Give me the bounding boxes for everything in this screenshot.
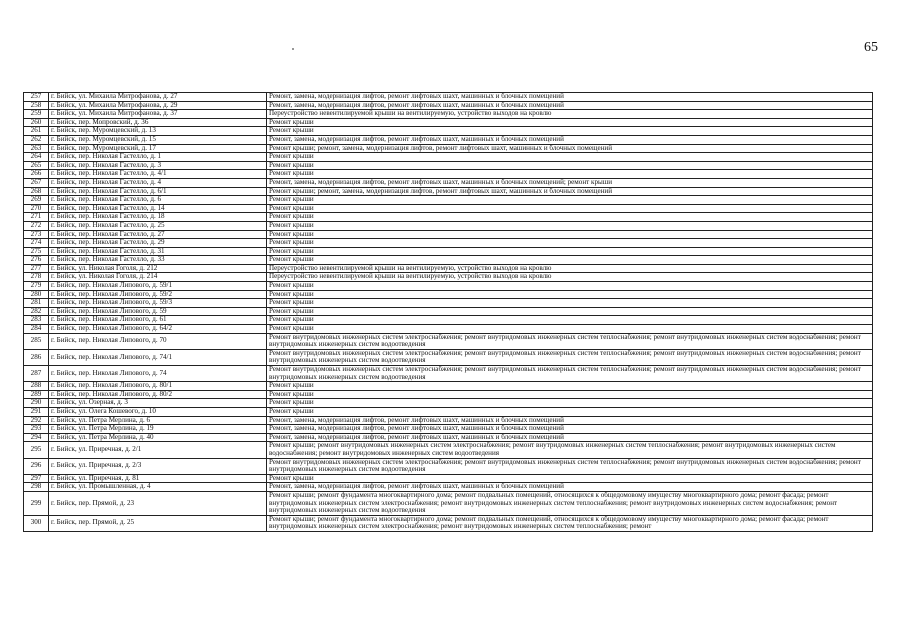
row-address: г. Бийск, пер. Николая Гастелло, д. 1	[49, 153, 267, 162]
row-work-description: Ремонт крыши	[267, 282, 873, 291]
row-number: 288	[24, 382, 49, 391]
row-address: г. Бийск, пер. Николая Гастелло, д. 25	[49, 221, 267, 230]
row-address: г. Бийск, пер. Прямой, д. 23	[49, 491, 267, 515]
table-row	[24, 170, 873, 179]
table-row	[24, 127, 873, 136]
row-address: г. Бийск, ул. Михаила Митрофанова, д. 27	[49, 93, 267, 102]
table-row	[24, 366, 873, 382]
row-work-description: Ремонт крыши; ремонт внутридомовых инженерных систем электроснабжения; ремонт внутридомовых инженерных систем теплоснабжения; ремонт внутридомовых инженерных систем водоснабжения; ремонт внутридомовых инженерных систем водоотведения	[267, 442, 873, 458]
row-address: г. Бийск, ул. Петра Мерлина, д. 19	[49, 425, 267, 434]
table-row	[24, 101, 873, 110]
row-number: 260	[24, 118, 49, 127]
row-address: г. Бийск, пер. Николая Гастелло, д. 18	[49, 213, 267, 222]
table-row	[24, 239, 873, 248]
row-work-description: Ремонт, замена, модернизация лифтов, ремонт лифтовых шахт, машинных и блочных помещений	[267, 433, 873, 442]
row-number: 275	[24, 247, 49, 256]
row-work-description: Ремонт крыши	[267, 299, 873, 308]
row-address: г. Бийск, пер. Николая Липового, д. 61	[49, 316, 267, 325]
table-row	[24, 221, 873, 230]
row-number: 271	[24, 213, 49, 222]
table-row	[24, 230, 873, 239]
table-row	[24, 93, 873, 102]
row-address: г. Бийск, пер. Мопровский, д. 36	[49, 118, 267, 127]
row-number: 274	[24, 239, 49, 248]
row-work-description: Ремонт внутридомовых инженерных систем электроснабжения; ремонт внутридомовых инженерных систем теплоснабжения; ремонт внутридомовых инженерных систем водоснабжения; ремонт внутридомовых инженерных систем водоотведения	[267, 458, 873, 474]
row-number: 262	[24, 135, 49, 144]
row-work-description: Ремонт, замена, модернизация лифтов, ремонт лифтовых шахт, машинных и блочных помещений	[267, 93, 873, 102]
row-address: г. Бийск, ул. Петра Мерлина, д. 6	[49, 416, 267, 425]
row-number: 296	[24, 458, 49, 474]
row-number: 286	[24, 349, 49, 365]
row-address: г. Бийск, пер. Николая Липового, д. 80/1	[49, 382, 267, 391]
table-row	[24, 425, 873, 434]
row-number: 280	[24, 290, 49, 299]
row-work-description: Ремонт крыши; ремонт, замена, модернизация лифтов, ремонт лифтовых шахт, машинных и блочных помещений	[267, 187, 873, 196]
row-address: г. Бийск, пер. Муромцевский, д. 15	[49, 135, 267, 144]
table-row	[24, 273, 873, 282]
row-work-description: Ремонт крыши; ремонт фундамента многоквартирного дома; ремонт подвальных помещений, относящихся к общедомовому имуществу многоквартирного дома; ремонт фасада; ремонт внутридомовых инженерных систем электроснабжения; ремонт внутридомовых инженерных систем теплоснабжения; ремонт внутридомовых инженерных систем водоснабжения; ремонт внутридомовых инженерных систем водоотведения	[267, 491, 873, 515]
table-row	[24, 118, 873, 127]
row-address: г. Бийск, ул. Озерная, д. 3	[49, 399, 267, 408]
row-work-description: Ремонт крыши	[267, 290, 873, 299]
row-address: г. Бийск, пер. Николая Гастелло, д. 31	[49, 247, 267, 256]
row-address: г. Бийск, пер. Николая Гастелло, д. 6	[49, 196, 267, 205]
row-number: 295	[24, 442, 49, 458]
row-number: 298	[24, 483, 49, 492]
table-row	[24, 474, 873, 483]
row-number: 284	[24, 325, 49, 334]
table-row	[24, 196, 873, 205]
row-work-description: Ремонт крыши	[267, 230, 873, 239]
table-row	[24, 153, 873, 162]
table-row	[24, 515, 873, 531]
row-work-description: Ремонт крыши	[267, 390, 873, 399]
row-number: 293	[24, 425, 49, 434]
row-work-description: Ремонт крыши	[267, 407, 873, 416]
row-work-description: Ремонт крыши	[267, 316, 873, 325]
row-address: г. Бийск, ул. Петра Мерлина, д. 40	[49, 433, 267, 442]
row-work-description: Ремонт, замена, модернизация лифтов, ремонт лифтовых шахт, машинных и блочных помещений; ремонт крыши	[267, 178, 873, 187]
row-work-description: Ремонт, замена, модернизация лифтов, ремонт лифтовых шахт, машинных и блочных помещений	[267, 416, 873, 425]
table-row	[24, 307, 873, 316]
row-work-description: Ремонт, замена, модернизация лифтов, ремонт лифтовых шахт, машинных и блочных помещений	[267, 101, 873, 110]
row-work-description: Ремонт крыши; ремонт фундамента многоквартирного дома; ремонт подвальных помещений, относящихся к общедомовому имуществу многоквартирного дома; ремонт фасада; ремонт внутридомовых инженерных систем электроснабжения; ремонт внутридомовых инженерных систем теплоснабжения; ремонт	[267, 515, 873, 531]
row-number: 294	[24, 433, 49, 442]
row-address: г. Бийск, пер. Прямой, д. 25	[49, 515, 267, 531]
row-number: 300	[24, 515, 49, 531]
row-number: 263	[24, 144, 49, 153]
table-row	[24, 290, 873, 299]
row-work-description: Ремонт, замена, модернизация лифтов, ремонт лифтовых шахт, машинных и блочных помещений	[267, 483, 873, 492]
row-address: г. Бийск, ул. Михаила Митрофанова, д. 29	[49, 101, 267, 110]
row-work-description: Ремонт крыши	[267, 239, 873, 248]
row-work-description: Ремонт крыши	[267, 196, 873, 205]
row-address: г. Бийск, пер. Муромцевский, д. 17	[49, 144, 267, 153]
row-number: 266	[24, 170, 49, 179]
row-address: г. Бийск, пер. Николая Гастелло, д. 6/1	[49, 187, 267, 196]
table-row	[24, 316, 873, 325]
row-address: г. Бийск, пер. Николая Гастелло, д. 29	[49, 239, 267, 248]
row-address: г. Бийск, пер. Николая Липового, д. 59/1	[49, 282, 267, 291]
row-address: г. Бийск, ул. Михаила Митрофанова, д. 37	[49, 110, 267, 119]
row-number: 261	[24, 127, 49, 136]
row-number: 267	[24, 178, 49, 187]
row-number: 289	[24, 390, 49, 399]
row-work-description: Ремонт крыши	[267, 161, 873, 170]
table-row	[24, 178, 873, 187]
row-work-description: Ремонт крыши	[267, 221, 873, 230]
table-row	[24, 390, 873, 399]
row-number: 268	[24, 187, 49, 196]
table-row	[24, 349, 873, 365]
table-row	[24, 264, 873, 273]
row-number: 282	[24, 307, 49, 316]
repair-table	[23, 92, 872, 532]
row-address: г. Бийск, ул. Промышленная, д. 4	[49, 483, 267, 492]
row-address: г. Бийск, пер. Николая Липового, д. 64/2	[49, 325, 267, 334]
row-number: 270	[24, 204, 49, 213]
table-row	[24, 213, 873, 222]
row-number: 283	[24, 316, 49, 325]
row-address: г. Бийск, ул. Приречная, д. 2/1	[49, 442, 267, 458]
row-address: г. Бийск, пер. Николая Гастелло, д. 3	[49, 161, 267, 170]
row-work-description: Ремонт крыши	[267, 325, 873, 334]
row-work-description: Ремонт крыши	[267, 118, 873, 127]
row-address: г. Бийск, пер. Николая Липового, д. 59	[49, 307, 267, 316]
row-number: 297	[24, 474, 49, 483]
row-work-description: Ремонт внутридомовых инженерных систем электроснабжения; ремонт внутридомовых инженерных систем теплоснабжения; ремонт внутридомовых инженерных систем водоснабжения; ремонт внутридомовых инженерных систем водоотведения	[267, 333, 873, 349]
row-number: 292	[24, 416, 49, 425]
table-row	[24, 299, 873, 308]
table-row	[24, 204, 873, 213]
row-address: г. Бийск, пер. Муромцевский, д. 13	[49, 127, 267, 136]
row-work-description: Ремонт крыши	[267, 256, 873, 265]
row-address: г. Бийск, ул. Приречная, д. 81	[49, 474, 267, 483]
table-row	[24, 333, 873, 349]
row-work-description: Ремонт крыши	[267, 170, 873, 179]
table-row	[24, 325, 873, 334]
table-body	[24, 93, 873, 532]
row-number: 287	[24, 366, 49, 382]
table-row	[24, 382, 873, 391]
row-work-description: Ремонт внутридомовых инженерных систем электроснабжения; ремонт внутридомовых инженерных систем теплоснабжения; ремонт внутридомовых инженерных систем водоснабжения; ремонт внутридомовых инженерных систем водоотведения	[267, 366, 873, 382]
row-work-description: Ремонт крыши	[267, 307, 873, 316]
table-row	[24, 442, 873, 458]
row-number: 273	[24, 230, 49, 239]
table-row	[24, 433, 873, 442]
row-number: 291	[24, 407, 49, 416]
row-address: г. Бийск, ул. Николая Гоголя, д. 214	[49, 273, 267, 282]
row-work-description: Переустройство невентилируемой крыши на вентилируемую, устройство выходов на кровлю	[267, 273, 873, 282]
row-number: 258	[24, 101, 49, 110]
row-address: г. Бийск, пер. Николая Липового, д. 80/2	[49, 390, 267, 399]
row-address: г. Бийск, пер. Николая Гастелло, д. 33	[49, 256, 267, 265]
table-row	[24, 458, 873, 474]
row-address: г. Бийск, пер. Николая Липового, д. 74	[49, 366, 267, 382]
row-address: г. Бийск, пер. Николая Липового, д. 59/3	[49, 299, 267, 308]
table-row	[24, 282, 873, 291]
table-row	[24, 407, 873, 416]
row-number: 257	[24, 93, 49, 102]
row-work-description: Ремонт крыши	[267, 213, 873, 222]
row-number: 279	[24, 282, 49, 291]
row-number: 276	[24, 256, 49, 265]
table-row	[24, 491, 873, 515]
row-work-description: Ремонт внутридомовых инженерных систем электроснабжения; ремонт внутридомовых инженерных систем теплоснабжения; ремонт внутридомовых инженерных систем водоснабжения; ремонт внутридомовых инженерных систем водоотведения	[267, 349, 873, 365]
table-row	[24, 110, 873, 119]
row-address: г. Бийск, ул. Приречная, д. 2/3	[49, 458, 267, 474]
table-row	[24, 483, 873, 492]
row-number: 269	[24, 196, 49, 205]
row-work-description: Ремонт крыши; ремонт, замена, модернизация лифтов, ремонт лифтовых шахт, машинных и блочных помещений	[267, 144, 873, 153]
table-row	[24, 144, 873, 153]
repair-table-grid	[23, 92, 873, 532]
table-row	[24, 161, 873, 170]
row-work-description: Ремонт крыши	[267, 127, 873, 136]
row-work-description: Ремонт крыши	[267, 247, 873, 256]
row-number: 278	[24, 273, 49, 282]
row-work-description: Переустройство невентилируемой крыши на вентилируемую, устройство выходов на кровлю	[267, 110, 873, 119]
table-row	[24, 187, 873, 196]
row-number: 259	[24, 110, 49, 119]
row-number: 299	[24, 491, 49, 515]
row-work-description: Ремонт крыши	[267, 204, 873, 213]
row-work-description: Переустройство невентилируемой крыши на вентилируемую, устройство выходов на кровлю	[267, 264, 873, 273]
row-number: 264	[24, 153, 49, 162]
page-number: 65	[864, 40, 878, 55]
row-address: г. Бийск, ул. Олега Кошевого, д. 10	[49, 407, 267, 416]
row-number: 265	[24, 161, 49, 170]
row-address: г. Бийск, пер. Николая Липового, д. 59/2	[49, 290, 267, 299]
row-address: г. Бийск, пер. Николая Гастелло, д. 27	[49, 230, 267, 239]
table-row	[24, 399, 873, 408]
table-row	[24, 135, 873, 144]
row-number: 277	[24, 264, 49, 273]
row-number: 281	[24, 299, 49, 308]
table-row	[24, 247, 873, 256]
row-number: 272	[24, 221, 49, 230]
row-work-description: Ремонт крыши	[267, 382, 873, 391]
row-work-description: Ремонт, замена, модернизация лифтов, ремонт лифтовых шахт, машинных и блочных помещений	[267, 135, 873, 144]
row-address: г. Бийск, пер. Николая Липового, д. 70	[49, 333, 267, 349]
scan-speck	[292, 48, 294, 50]
row-address: г. Бийск, пер. Николая Гастелло, д. 4/1	[49, 170, 267, 179]
row-address: г. Бийск, ул. Николая Гоголя, д. 212	[49, 264, 267, 273]
row-work-description: Ремонт крыши	[267, 399, 873, 408]
table-row	[24, 256, 873, 265]
row-address: г. Бийск, пер. Николая Гастелло, д. 4	[49, 178, 267, 187]
row-work-description: Ремонт, замена, модернизация лифтов, ремонт лифтовых шахт, машинных и блочных помещений	[267, 425, 873, 434]
row-number: 285	[24, 333, 49, 349]
row-work-description: Ремонт крыши	[267, 153, 873, 162]
row-address: г. Бийск, пер. Николая Гастелло, д. 14	[49, 204, 267, 213]
row-work-description: Ремонт крыши	[267, 474, 873, 483]
table-row	[24, 416, 873, 425]
row-number: 290	[24, 399, 49, 408]
row-address: г. Бийск, пер. Николая Липового, д. 74/1	[49, 349, 267, 365]
